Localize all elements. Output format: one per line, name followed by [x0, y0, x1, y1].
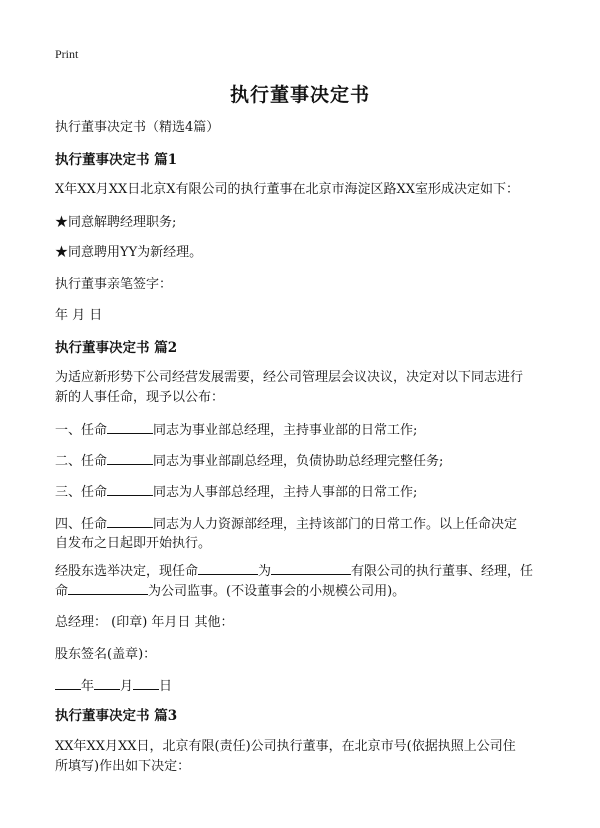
- section-1-item-2: ★同意聘用YY为新经理。: [55, 245, 203, 260]
- print-link[interactable]: Print: [55, 47, 79, 61]
- shareholder-decision-line-2: [55, 581, 555, 602]
- shareholder-decision-line-1: [55, 561, 555, 582]
- section-3-line-2: 所填写)作出如下决定：: [55, 759, 191, 774]
- appointment-2-suffix: 同志为事业部副总经理，负债协助总经理完整任务;: [153, 454, 444, 469]
- section-1-date: 年 月 日: [55, 308, 103, 323]
- section-1-item-1: ★同意解聘经理职务;: [55, 215, 177, 230]
- shareholder-decision-text-e: 为公司监事。(不设董事会的小规模公司用)。: [148, 584, 406, 599]
- date-day-label: 日: [159, 679, 173, 694]
- section-1-heading: 执行董事决定书 篇1: [55, 152, 178, 168]
- appointment-3-suffix: 同志为人事部总经理，主持人事部的日常工作;: [153, 485, 418, 500]
- section-3-heading: 执行董事决定书 篇3: [55, 708, 178, 724]
- date-year-blank: [55, 676, 81, 690]
- shareholder-decision-text-b: 为: [258, 564, 272, 579]
- appointment-3-prefix: 三、任命: [55, 485, 108, 500]
- appointment-4-line-2: 自发布之日起即开始执行。: [55, 536, 212, 551]
- appointment-2-prefix: 二、任命: [55, 454, 108, 469]
- shareholder-decision-blank-3: [68, 581, 148, 595]
- section-3-line-1: XX年XX月XX日，北京有限(责任)公司执行董事，在北京市号(依据执照上公司住: [55, 739, 516, 754]
- date-month-label: 月: [120, 679, 134, 694]
- appointment-3-blank: [107, 482, 153, 496]
- date-day-blank: [133, 676, 159, 690]
- general-manager-line: 总经理： (印章) 年月日 其他：: [55, 615, 234, 630]
- appointment-2: [55, 451, 555, 472]
- section-2-date-line: [55, 676, 555, 697]
- shareholder-signature: 股东签名(盖章)：: [55, 647, 157, 662]
- shareholder-decision-text-d: 命: [55, 584, 69, 599]
- appointment-1-suffix: 同志为事业部总经理，主持事业部的日常工作;: [153, 423, 418, 438]
- section-2-para-line-2: 新的人事任命，现予以公布：: [55, 390, 225, 405]
- section-2-heading: 执行董事决定书 篇2: [55, 340, 178, 356]
- section-1-signature: 执行董事亲笔签字：: [55, 277, 173, 292]
- shareholder-decision-blank-1: [198, 561, 258, 575]
- date-year-label: 年: [81, 679, 95, 694]
- appointment-4: [55, 514, 555, 535]
- appointment-4-prefix: 四、任命: [55, 517, 108, 532]
- shareholder-decision-blank-2: [271, 561, 351, 575]
- section-2-para-line-1: 为适应新形势下公司经营发展需要，经公司管理层会议决议，决定对以下同志进行: [55, 370, 524, 385]
- section-1-intro: X年XX月XX日北京X有限公司的执行董事在北京市海淀区路XX室形成决定如下：: [55, 182, 520, 197]
- appointment-2-blank: [107, 451, 153, 465]
- appointment-3: [55, 482, 555, 503]
- appointment-4-suffix: 同志为人力资源部经理，主持该部门的日常工作。以上任命决定: [153, 517, 518, 532]
- appointment-1-prefix: 一、任命: [55, 423, 108, 438]
- document-subtitle: 执行董事决定书（精选4篇）: [55, 120, 220, 135]
- page-title: 执行董事决定书: [229, 84, 370, 106]
- appointment-1-blank: [107, 420, 153, 434]
- shareholder-decision-text-a: 经股东选举决定，现任命: [55, 564, 199, 579]
- shareholder-decision-text-c: 有限公司的执行董事、经理，任: [351, 564, 534, 579]
- date-month-blank: [94, 676, 120, 690]
- appointment-1: [55, 420, 555, 441]
- appointment-4-blank: [107, 514, 153, 528]
